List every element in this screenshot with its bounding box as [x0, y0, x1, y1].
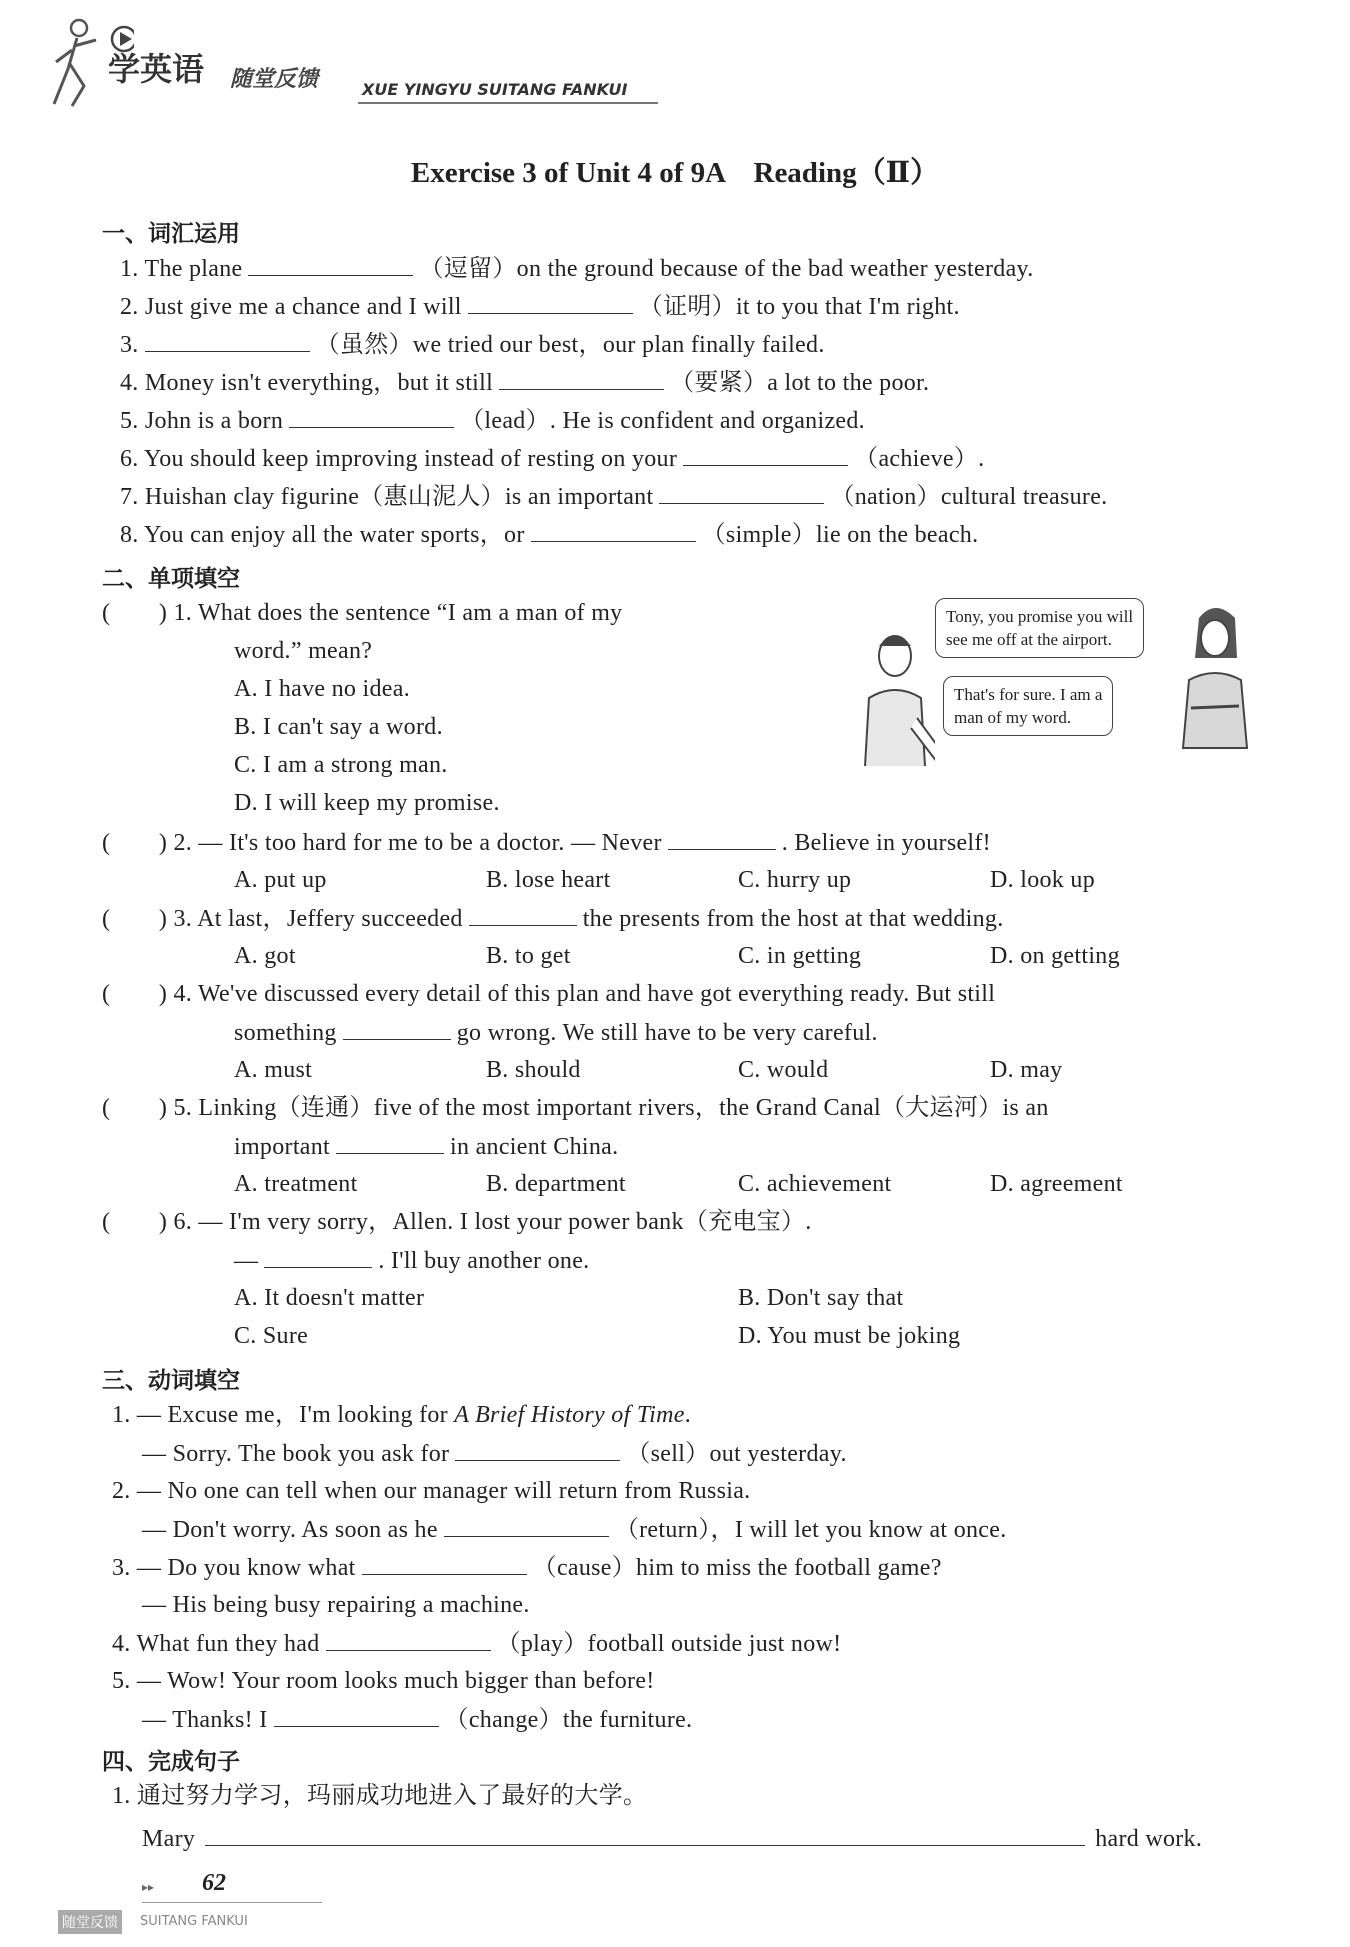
s3-item-5b: — Thanks! I （change）the furniture.	[142, 1704, 692, 1735]
answer-bracket[interactable]: ( )	[102, 1095, 168, 1121]
answer-blank[interactable]	[274, 1704, 439, 1727]
s3-item-4: 4. What fun they had （play）football outside just now!	[112, 1628, 841, 1659]
s3-item-1: 1. — Excuse me，I'm looking for A Brief History of Time.	[112, 1402, 692, 1428]
answer-blank[interactable]	[145, 329, 310, 352]
answer-blank[interactable]	[668, 827, 776, 850]
s2-q1-option-c: C. I am a strong man.	[234, 752, 448, 778]
s2-q6-option-a: A. It doesn't matter	[234, 1285, 425, 1311]
s2-q1-option-a: A. I have no idea.	[234, 676, 411, 702]
s2-q3-option-d: D. on getting	[990, 943, 1120, 969]
s3-item-2: 2. — No one can tell when our manager will return from Russia.	[112, 1478, 751, 1504]
s3-item-3: 3. — Do you know what （cause）him to miss the football game?	[112, 1552, 942, 1583]
page-title: Exercise 3 of Unit 4 of 9A Reading（Ⅱ）	[410, 157, 940, 189]
logo-title: 学英语	[108, 50, 205, 88]
s2-q2-option-a: A. put up	[234, 867, 327, 893]
s2-q1-stem-2: word.” mean?	[234, 638, 373, 664]
s2-q2-option-b: B. lose heart	[486, 867, 611, 893]
s2-q5-option-c: C. achievement	[738, 1171, 892, 1197]
answer-line[interactable]	[205, 1823, 1085, 1846]
answer-blank[interactable]	[248, 253, 413, 276]
page-number: 62	[202, 1870, 226, 1896]
man-figure-icon	[855, 598, 935, 768]
s2-q1-option-b: B. I can't say a word.	[234, 714, 443, 740]
answer-bracket[interactable]: ( )	[102, 981, 168, 1007]
answer-bracket[interactable]: ( )	[102, 830, 168, 856]
woman-figure-icon	[1175, 598, 1255, 768]
s2-q5-option-d: D. agreement	[990, 1171, 1123, 1197]
s2-q6-option-c: C. Sure	[234, 1323, 309, 1349]
s2-q5-stem-2: important in ancient China.	[234, 1131, 618, 1162]
answer-blank[interactable]	[362, 1552, 527, 1575]
answer-blank[interactable]	[469, 903, 577, 926]
s4-item-1: 1. 通过努力学习，玛丽成功地进入了最好的大学。	[112, 1783, 648, 1809]
dialogue-illustration	[855, 598, 1255, 768]
answer-blank[interactable]	[499, 367, 664, 390]
answer-blank[interactable]	[444, 1514, 609, 1537]
s2-q4-option-a: A. must	[234, 1057, 313, 1083]
s2-q5-option-a: A. treatment	[234, 1171, 358, 1197]
s2-q5-option-b: B. department	[486, 1171, 626, 1197]
header-underline	[358, 102, 658, 104]
logo-pinyin: XUE YINGYU SUITANG FANKUI	[362, 80, 628, 99]
s1-item-6: 6. You should keep improving instead of resting on your （achieve）.	[120, 443, 984, 474]
s1-item-8: 8. You can enjoy all the water sports，or （simple）lie on the beach.	[120, 519, 978, 550]
s3-item-3b: — His being busy repairing a machine.	[142, 1592, 530, 1618]
answer-blank[interactable]	[468, 291, 633, 314]
answer-blank[interactable]	[336, 1131, 444, 1154]
s2-q3-option-b: B. to get	[486, 943, 571, 969]
s2-q1-stem: ( ) 1. What does the sentence “I am a man of my	[102, 600, 623, 626]
footer-label-cn: 随堂反馈	[58, 1910, 122, 1934]
s3-item-1b: — Sorry. The book you ask for （sell）out yesterday.	[142, 1438, 847, 1469]
answer-blank[interactable]	[455, 1438, 620, 1461]
answer-blank[interactable]	[659, 481, 824, 504]
speech-bubble-woman: Tony, you promise you will see me off at the airport.	[935, 598, 1144, 658]
section4-heading: 四、完成句子	[102, 1749, 240, 1775]
s2-q6-stem-2: — . I'll buy another one.	[234, 1245, 589, 1276]
answer-blank[interactable]	[289, 405, 454, 428]
s2-q6-stem: ( ) 6. — I'm very sorry，Allen. I lost your power bank（充电宝）.	[102, 1209, 812, 1235]
arrow-icon: ▸▸	[142, 1880, 155, 1894]
section3-heading: 三、动词填空	[102, 1368, 240, 1394]
answer-blank[interactable]	[343, 1017, 451, 1040]
s2-q3-option-a: A. got	[234, 943, 296, 969]
s1-item-5: 5. John is a born （lead）. He is confident and organized.	[120, 405, 865, 436]
s2-q4-option-b: B. should	[486, 1057, 581, 1083]
book-title: A Brief History of Time	[454, 1402, 685, 1428]
s2-q3-stem: ( ) 3. At last，Jeffery succeeded the presents from the host at that wedding.	[102, 903, 1004, 934]
s1-item-4: 4. Money isn't everything，but it still （要紧）a lot to the poor.	[120, 367, 929, 398]
s2-q3-option-c: C. in getting	[738, 943, 862, 969]
s2-q4-stem: ( ) 4. We've discussed every detail of this plan and have got everything ready. But still	[102, 981, 996, 1007]
s2-q2-stem: ( ) 2. — It's too hard for me to be a doctor. — Never . Believe in yourself!	[102, 827, 991, 858]
s2-q6-option-b: B. Don't say that	[738, 1285, 904, 1311]
answer-bracket[interactable]: ( )	[102, 600, 168, 626]
answer-blank[interactable]	[683, 443, 848, 466]
s3-item-5: 5. — Wow! Your room looks much bigger than before!	[112, 1668, 655, 1694]
s2-q5-stem: ( ) 5. Linking（连通）five of the most important rivers，the Grand Canal（大运河）is an	[102, 1095, 1049, 1121]
s2-q4-stem-2: something go wrong. We still have to be very careful.	[234, 1017, 878, 1048]
s2-q2-option-d: D. look up	[990, 867, 1095, 893]
s1-item-1: 1. The plane （逗留）on the ground because of the bad weather yesterday.	[120, 253, 1034, 284]
s1-item-2: 2. Just give me a chance and I will （证明）it to you that I'm right.	[120, 291, 960, 322]
answer-bracket[interactable]: ( )	[102, 1209, 168, 1235]
s4-item-1b: Mary hard work.	[142, 1823, 1202, 1854]
s1-item-3: 3. （虽然）we tried our best，our plan finally failed.	[120, 329, 825, 360]
s2-q1-option-d: D. I will keep my promise.	[234, 790, 500, 816]
footer-label-en: SUITANG FANKUI	[140, 1914, 248, 1929]
answer-blank[interactable]	[326, 1628, 491, 1651]
speech-bubble-man: That's for sure. I am a man of my word.	[943, 676, 1113, 736]
s2-q4-option-d: D. may	[990, 1057, 1063, 1083]
answer-blank[interactable]	[531, 519, 696, 542]
footer-rule	[142, 1902, 322, 1903]
footer	[58, 1868, 298, 1938]
s1-item-7: 7. Huishan clay figurine（惠山泥人）is an important （nation）cultural treasure.	[120, 481, 1107, 512]
s3-item-2b: — Don't worry. As soon as he （return），I will let you know at once.	[142, 1514, 1007, 1545]
section1-heading: 一、词汇运用	[102, 221, 240, 247]
s2-q2-option-c: C. hurry up	[738, 867, 852, 893]
logo-subtitle: 随堂反馈	[230, 67, 319, 92]
s2-q6-option-d: D. You must be joking	[738, 1323, 961, 1349]
answer-bracket[interactable]: ( )	[102, 906, 168, 932]
header-logo	[44, 14, 664, 114]
answer-blank[interactable]	[264, 1245, 372, 1268]
section2-heading: 二、单项填空	[102, 566, 240, 592]
s2-q4-option-c: C. would	[738, 1057, 829, 1083]
